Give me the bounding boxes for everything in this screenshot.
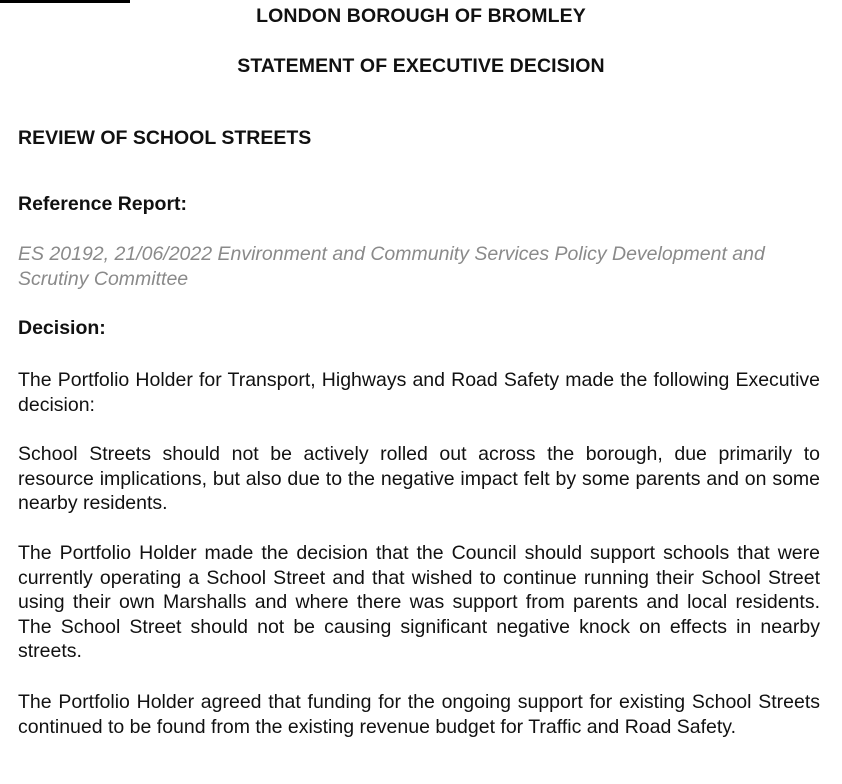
decision-label: Decision: [18,317,106,339]
reference-report-text: ES 20192, 21/06/2022 Environment and Community Services Policy Development and Scrutiny Committee [18,243,765,290]
cropped-line-fragment [0,0,130,3]
reference-report-label: Reference Report: [18,193,188,215]
decision-paragraph: The Portfolio Holder for Transport, Highways and Road Safety made the following Executive decision: [18,369,820,416]
decision-paragraph: The Portfolio Holder agreed that funding for the ongoing support for existing School Streets continued to be found from the existing revenue budget for Traffic and Road Safety. [18,691,820,738]
subject-heading: REVIEW OF SCHOOL STREETS [18,127,312,149]
decision-paragraph: School Streets should not be actively rolled out across the borough, due primarily to resource implications, but also due to the negative impact felt by some parents and on some nearby residents. [18,443,820,514]
decision-paragraph: The Portfolio Holder made the decision that the Council should support schools that were currently operating a School Street and that wished to continue running their School Street using their own Marshalls and where there was support from parents and local residents. The School Street should not be causing significant negative knock on effects in nearby streets. [18,542,820,662]
council-title: LONDON BOROUGH OF BROMLEY [256,5,586,27]
statement-title: STATEMENT OF EXECUTIVE DECISION [237,55,605,77]
